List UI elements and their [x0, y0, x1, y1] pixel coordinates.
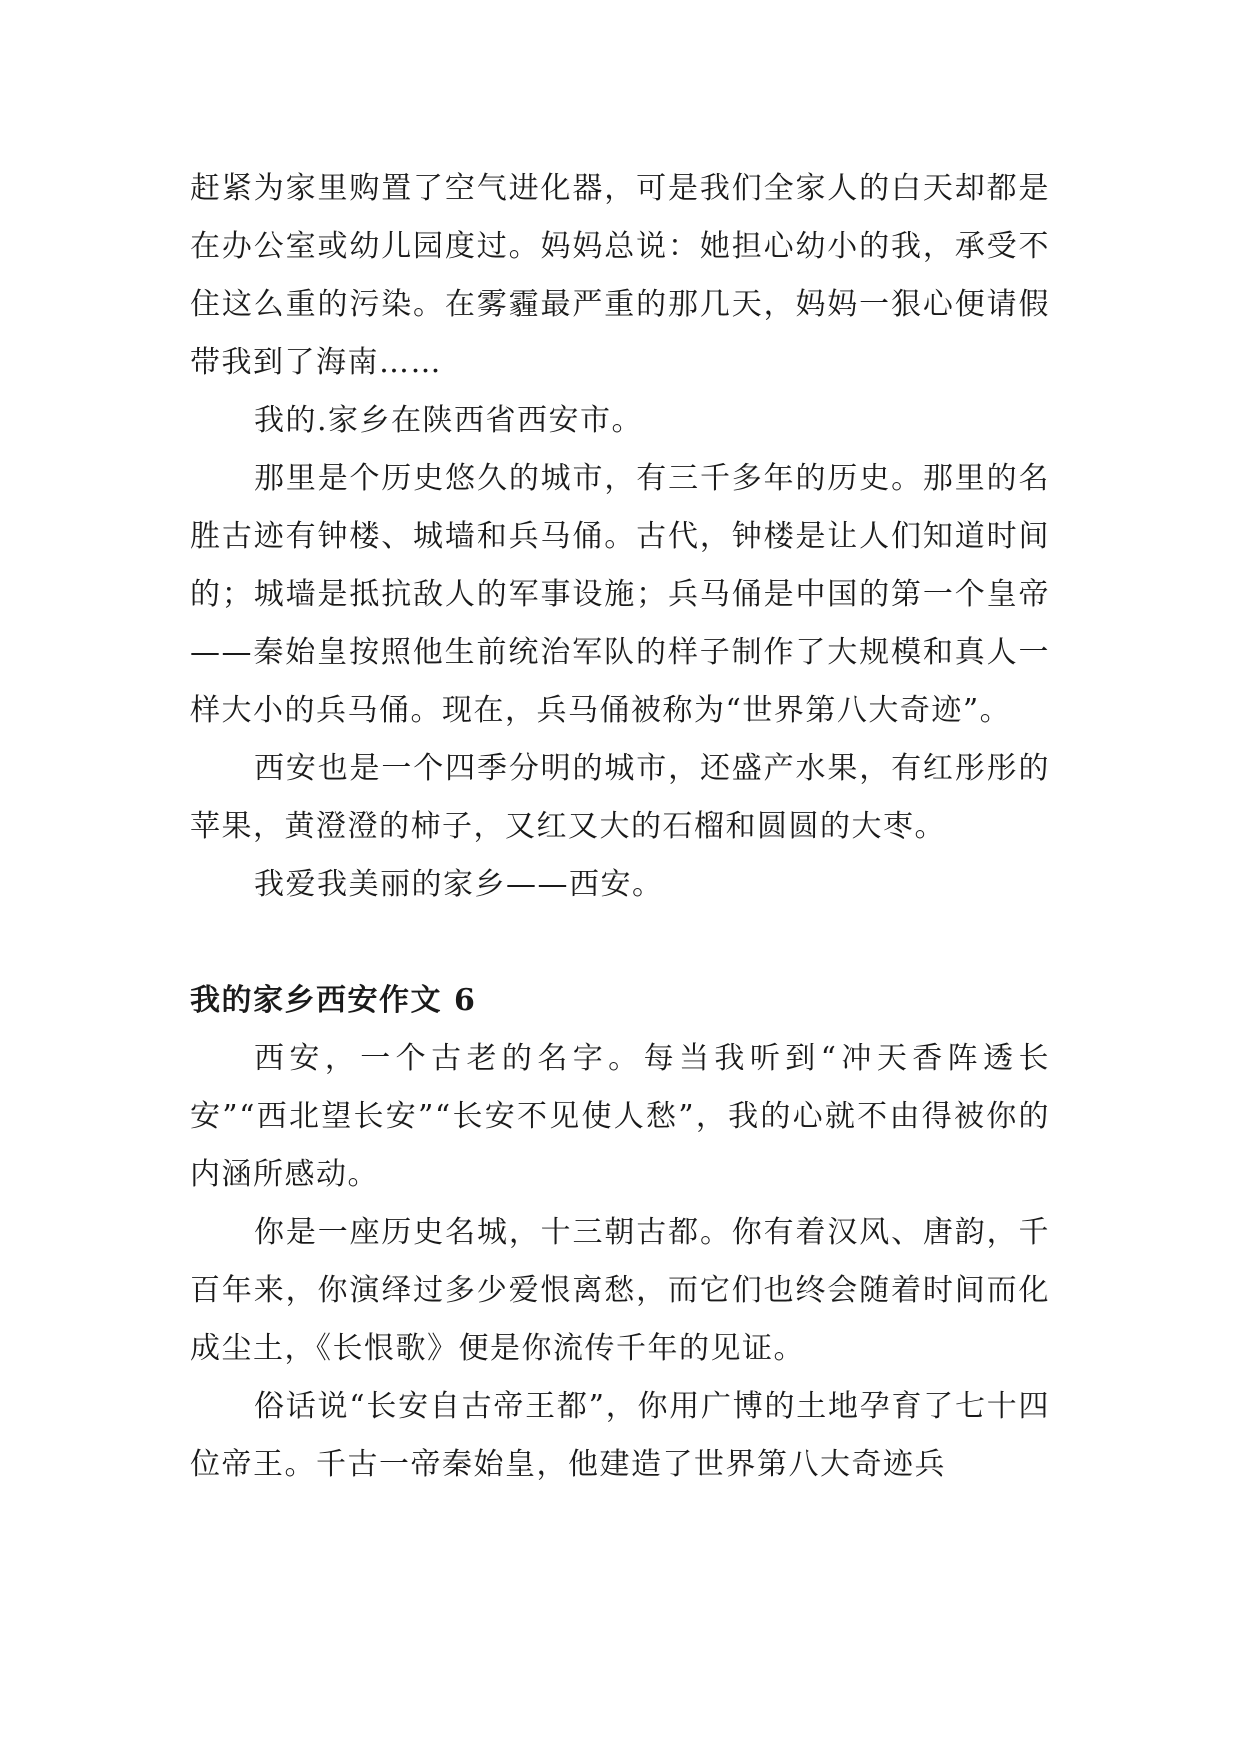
paragraph: 那里是个历史悠久的城市，有三千多年的历史。那里的名胜古迹有钟楼、城墙和兵马俑。古代，钟楼是让人们知道时间的；城墙是抵抗敌人的军事设施；兵马俑是中国的第一个皇帝——秦始皇按照他生前统治军队的样子制作了大规模和真人一样大小的兵马俑。现在，兵马俑被称为“世界第八大奇迹”。: [190, 461, 1050, 728]
paragraph: 西安，一个古老的名字。每当我听到“冲天香阵透长安”“西北望长安”“长安不见使人愁”，我的心就不由得被你的内涵所感动。: [190, 1041, 1050, 1192]
document-body: [190, 160, 1050, 1494]
paragraph: 我爱我美丽的家乡——西安。: [254, 867, 664, 902]
paragraph: 俗话说“长安自古帝王都”，你用广博的土地孕育了七十四位帝王。千古一帝秦始皇，他建造了世界第八大奇迹兵: [190, 1389, 1050, 1482]
paragraph: 赶紧为家里购置了空气进化器，可是我们全家人的白天却都是在办公室或幼儿园度过。妈妈总说：她担心幼小的我，承受不住这么重的污染。在雾霾最严重的那几天，妈妈一狠心便请假带我到了海南……: [190, 171, 1050, 380]
paragraph: 西安也是一个四季分明的城市，还盛产水果，有红彤彤的苹果，黄澄澄的柿子，又红又大的石榴和圆圆的大枣。: [190, 751, 1050, 844]
paragraph: 我的.家乡在陕西省西安市。: [254, 403, 644, 438]
paragraph: 你是一座历史名城，十三朝古都。你有着汉风、唐韵，千百年来，你演绎过多少爱恨离愁，而它们也终会随着时间而化成尘土，《长恨歌》便是你流传千年的见证。: [190, 1215, 1050, 1366]
section-title: 我的家乡西安作文 6: [190, 983, 477, 1018]
